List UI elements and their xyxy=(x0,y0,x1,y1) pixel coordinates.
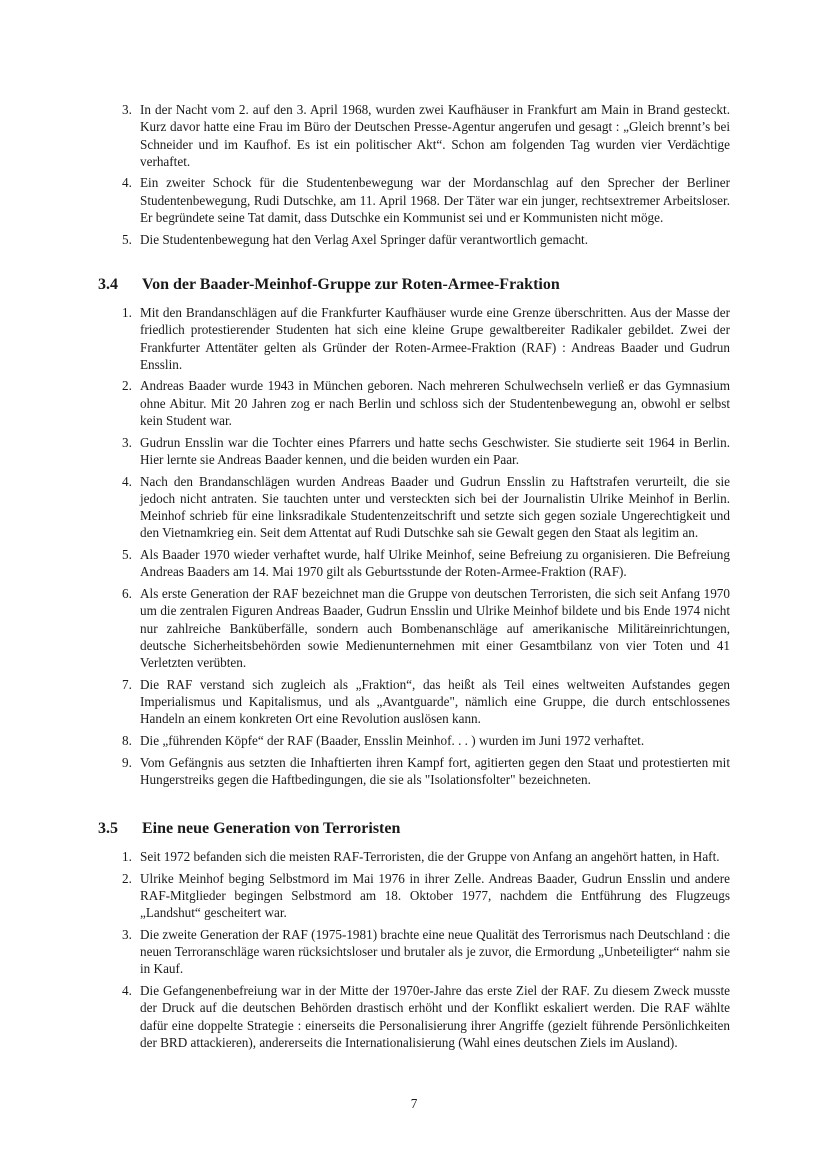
item-number: 3. xyxy=(122,926,132,942)
item-number: 9. xyxy=(122,754,132,770)
list-section-3-5 xyxy=(122,848,730,1055)
item-text: Vom Gefängnis aus setzten die Inhaftierten ihren Kampf fort, agitierten gegen den Staat und protestierten mit Hungerstreiks gegen die Haftbedingungen, die sie als "Isolationsfolter" bezeichneten. xyxy=(140,754,730,787)
list-item xyxy=(122,231,730,248)
item-number: 1. xyxy=(122,305,132,320)
section-heading-3-5 xyxy=(98,820,400,838)
list-section-3-4 xyxy=(122,304,730,792)
item-text: In der Nacht vom 2. auf den 3. April 1968, wurden zwei Kaufhäuser in Frankfurt am Main in Brand gesteckt. Kurz davor hatte eine Frau im Büro der Deutschen Presse-Agentur angerufen und gesagt : „Gleich brennt’s bei Schneider und im Kaufhof. Es ist ein politischer Akt“. Schon am folgenden Tag wurden vier Verdächtige verhaftet. xyxy=(140,102,730,169)
list-item xyxy=(122,848,730,865)
section-number: 3.5 xyxy=(98,820,118,837)
item-number: 2. xyxy=(122,378,132,394)
item-number: 1. xyxy=(122,849,132,864)
item-text: Nach den Brandanschlägen wurden Andreas Baader und Gudrun Ensslin zu Haftstrafen verurteilt, die sie jedoch nicht antraten. Sie tauchten unter und versteckten sich bei der Journalistin Ulrike Meinhof in Berlin. Meinhof schrieb für eine linksradikale Studentenzeitschrift und setzte sich gegen soziale Ungerechtigkeit und den Vietnamkrieg ein. Seit dem Attentat auf Rudi Dutschke sah sie Gewalt gegen den Staat als legitim an. xyxy=(140,473,730,541)
item-text: Gudrun Ensslin war die Tochter eines Pfarrers und hatte sechs Geschwister. Sie studierte seit 1964 in Berlin. Hier lernte sie Andreas Baader kennen, und die beiden wurden ein Paar. xyxy=(140,434,730,467)
list-item xyxy=(122,870,730,922)
list-item xyxy=(122,304,730,373)
item-text: Ein zweiter Schock für die Studentenbewegung war der Mordanschlag auf den Sprecher der Berliner Studentenbewegung, Rudi Dutschke, am 11. April 1968. Der Täter war ein junger, rechtsextremer Arbeitsloser. Er begründete seine Tat damit, dass Dutschke ein Kommunist sei und er Kommunisten nicht möge. xyxy=(140,175,730,226)
item-number: 7. xyxy=(122,676,132,692)
section-heading-3-4 xyxy=(98,276,560,294)
page-number: 7 xyxy=(410,1096,418,1111)
list-item xyxy=(122,585,730,671)
item-text: Ulrike Meinhof beging Selbstmord im Mai 1976 in ihrer Zelle. Andreas Baader, Gudrun Ensslin und andere RAF-Mitglieder begingen Selbstmord am 18. Oktober 1977, nachdem die Entführung des Flugzeugs „Landshut“ gescheitert war. xyxy=(140,870,730,921)
item-text: Die RAF verstand sich zugleich als „Fraktion“, das heißt als Teil eines weltweiten Aufstandes gegen Imperialismus und Kapitalismus, und als „Avantguarde", nämlich eine Gruppe, die durch entschlossenes Handeln an einem konkreten Ort eine Revolution auslösen kann. xyxy=(140,676,730,727)
section-title: Von der Baader-Meinhof-Gruppe zur Roten-Armee-Fraktion xyxy=(142,276,560,293)
item-number: 6. xyxy=(122,585,132,601)
list-item xyxy=(122,101,730,170)
item-text: Seit 1972 befanden sich die meisten RAF-Terroristen, die der Gruppe von Anfang an angehört hatten, in Haft. xyxy=(140,849,720,864)
list-item xyxy=(122,982,730,1051)
item-text: Die Studentenbewegung hat den Verlag Axel Springer dafür verantwortlich gemacht. xyxy=(140,231,588,247)
item-text: Die Gefangenenbefreiung war in der Mitte der 1970er-Jahre das erste Ziel der RAF. Zu diesem Zweck musste der Druck auf die deutschen Behörden drastisch erhöht und der Konflikt eskaliert werden. Die RAF wählte dafür eine doppelte Strategie : einerseits die Personalisierung ihrer Angriffe (gezielt führende Persönlichkeiten der BRD attackieren), andererseits die Internationalisierung (Wahl eines deutschen Ziels im Ausland). xyxy=(140,982,730,1050)
item-text: Als erste Generation der RAF bezeichnet man die Gruppe von deutschen Terroristen, die sich seit Anfang 1970 um die zentralen Figuren Andreas Baader, Gudrun Ensslin und Ulrike Meinhof bildete und bis Ende 1974 nicht nur zahlreiche Banküberfälle, sondern auch Bombenanschläge auf amerikanische Militäreinrichtungen, deutsche Sicherheitsbehörden sowie Medienunternehmen mit einer Gesamtbilanz von vier Toten und 41 Verletzten verübten. xyxy=(140,585,730,671)
item-number: 5. xyxy=(122,231,132,247)
list-item xyxy=(122,377,730,429)
item-number: 2. xyxy=(122,870,132,886)
list-item xyxy=(122,926,730,978)
item-number: 3. xyxy=(122,102,132,117)
item-number: 4. xyxy=(122,982,132,998)
list-item xyxy=(122,174,730,226)
list-item xyxy=(122,473,730,542)
item-text: Als Baader 1970 wieder verhaftet wurde, half Ulrike Meinhof, seine Befreiung zu organisieren. Die Befreiung Andreas Baaders am 14. Mai 1970 gilt als Geburtsstunde der Roten-Armee-Fraktion (RAF). xyxy=(140,547,730,580)
item-number: 5. xyxy=(122,547,132,563)
list-item xyxy=(122,546,730,581)
list-item xyxy=(122,732,730,749)
item-text: Andreas Baader wurde 1943 in München geboren. Nach mehreren Schulwechseln verließ er das Gymnasium ohne Abitur. Mit 20 Jahren zog er nach Berlin und schloss sich der Studentenbewegung an, obwohl er selbst kein Student war. xyxy=(140,378,730,429)
item-number: 3. xyxy=(122,434,132,450)
list-item xyxy=(122,754,730,789)
section-number: 3.4 xyxy=(98,276,118,293)
section-title: Eine neue Generation von Terroristen xyxy=(142,820,401,837)
list-item xyxy=(122,676,730,728)
item-text: Die „führenden Köpfe“ der RAF (Baader, Ensslin Meinhof. . . ) wurden im Juni 1972 verhaftet. xyxy=(140,732,645,748)
item-text: Die zweite Generation der RAF (1975-1981) brachte eine neue Qualität des Terrorismus nach Deutschland : die neuen Terroranschläge waren rücksichtsloser und brutaler als je zuvor, die Ermordung „Unbeteiligter“ nahm sie in Kauf. xyxy=(140,926,730,977)
item-text: Mit den Brandanschlägen auf die Frankfurter Kaufhäuser wurde eine Grenze überschritten. Aus der Masse der friedlich protestierender Studenten hat sich eine kleine Grupe gewaltbereiter Radikaler gebildet. Zwei der Frankfurter Attentäter gelten als Gründer der Roten-Armee-Fraktion (RAF) : Andreas Baader und Gudrun Ensslin. xyxy=(140,305,730,372)
item-number: 4. xyxy=(122,175,132,191)
item-number: 8. xyxy=(122,732,132,748)
item-number: 4. xyxy=(122,473,132,489)
list-continuation xyxy=(122,101,730,252)
list-item xyxy=(122,434,730,469)
